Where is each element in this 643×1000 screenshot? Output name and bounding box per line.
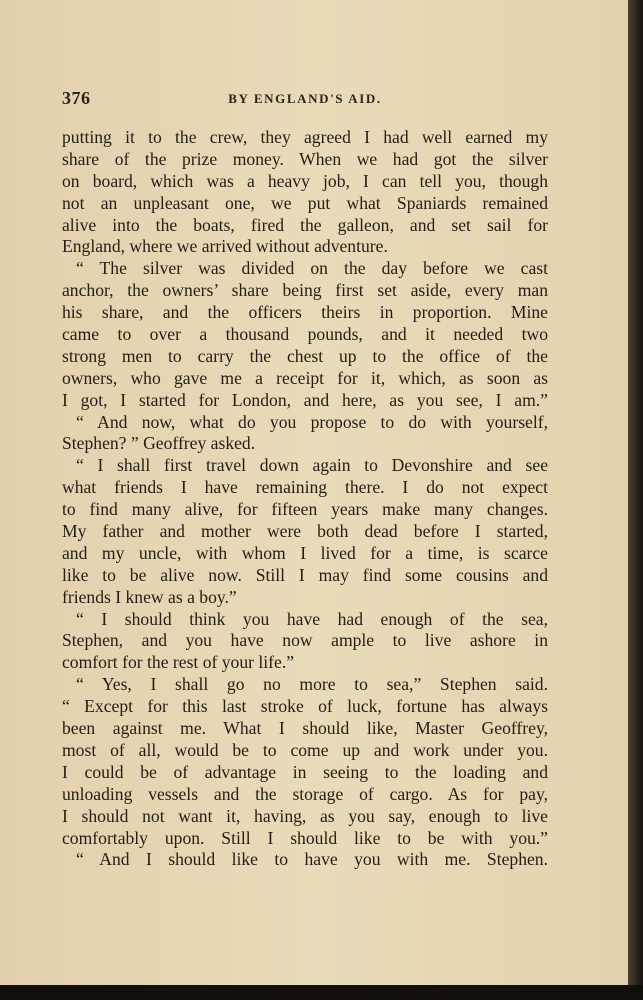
text-line: alive into the boats, fired the galleon, and set sail for — [62, 214, 548, 235]
text-line: My father and mother were both dead before I started, — [62, 521, 548, 542]
text-line: on board, which was a heavy job, I can tell you, though — [62, 170, 548, 191]
text-line: “ And I should like to have you with me. Stephen. — [76, 849, 548, 870]
text-line: I got, I started for London, and here, as you see, I am.” — [62, 389, 548, 410]
page-header — [62, 88, 548, 112]
text-line: his share, and the officers theirs in proportion. Mine — [62, 302, 548, 323]
text-line: comfort for the rest of your life.” — [62, 652, 295, 673]
running-head: BY ENGLAND'S AID. — [228, 91, 382, 106]
text-line: “ I shall first travel down again to Devonshire and see — [76, 455, 548, 476]
text-line: been against me. What I should like, Master Geoffrey, — [62, 718, 548, 739]
text-line: not an unpleasant one, we put what Spaniards remained — [62, 192, 548, 213]
text-line: “ Except for this last stroke of luck, fortune has always — [62, 696, 548, 717]
text-line: comfortably upon. Still I should like to be with you.” — [62, 827, 548, 848]
page-bottom-shadow — [0, 985, 643, 1000]
text-line: came to over a thousand pounds, and it needed two — [62, 324, 548, 345]
text-line: “ I should think you have had enough of the sea, — [76, 608, 548, 629]
text-line: anchor, the owners’ share being first set aside, every man — [62, 280, 548, 301]
text-line: I could be of advantage in seeing to the loading and — [62, 761, 548, 782]
text-line: what friends I have remaining there. I do not expect — [62, 477, 548, 498]
text-line: I should not want it, having, as you say, enough to live — [62, 805, 548, 826]
page-number: 376 — [62, 88, 91, 108]
text-line: “ And now, what do you propose to do with yourself, — [76, 411, 548, 432]
text-line: like to be alive now. Still I may find some cousins and — [62, 564, 548, 585]
text-line: friends I knew as a boy.” — [62, 586, 237, 607]
text-line: and my uncle, with whom I lived for a time, is scarce — [62, 542, 548, 563]
body-text — [62, 127, 548, 871]
text-line: most of all, would be to come up and work under you. — [62, 739, 548, 760]
text-line: to find many alive, for fifteen years make many changes. — [62, 499, 548, 520]
text-line: “ The silver was divided on the day before we cast — [76, 258, 548, 279]
text-line: Stephen, and you have now ample to live ashore in — [62, 630, 548, 651]
text-line: putting it to the crew, they agreed I had well earned my — [62, 127, 548, 147]
text-line: Stephen? ” Geoffrey asked. — [62, 433, 256, 454]
text-line: share of the prize money. When we had got the silver — [62, 148, 548, 169]
text-line: strong men to carry the chest up to the office of the — [62, 345, 548, 366]
text-line: “ Yes, I shall go no more to sea,” Stephen said. — [76, 674, 548, 695]
text-line: England, where we arrived without adventure. — [62, 236, 388, 257]
page-edge-shadow — [628, 0, 643, 1000]
text-line: unloading vessels and the storage of cargo. As for pay, — [62, 783, 548, 804]
text-line: owners, who gave me a receipt for it, which, as soon as — [62, 367, 548, 388]
